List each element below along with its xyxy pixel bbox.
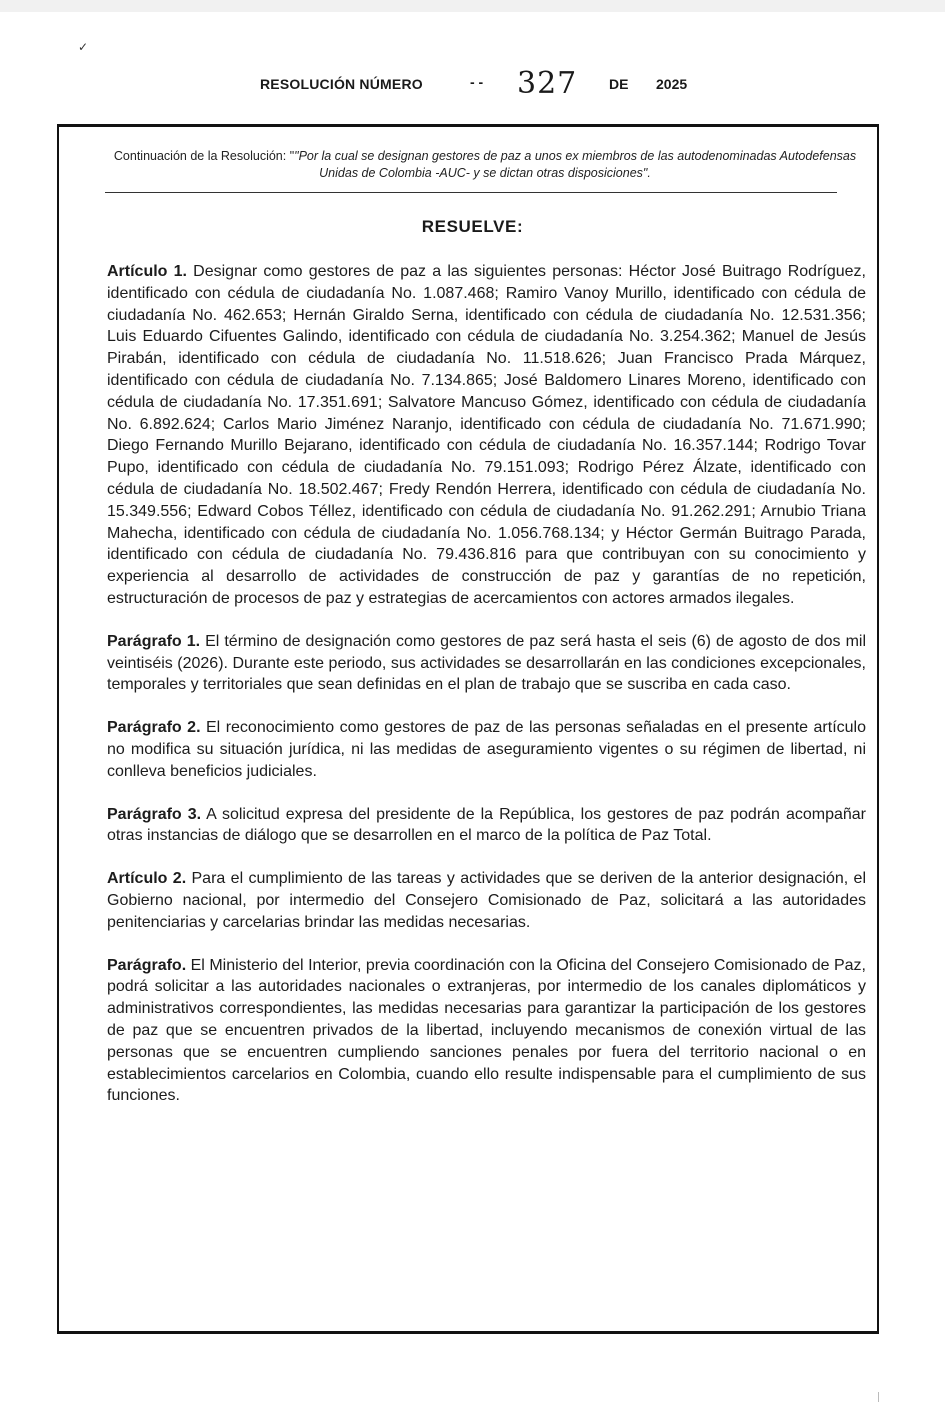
section-text: Designar como gestores de paz a las siguientes personas: Héctor José Buitrago Rodríguez, identificado con cédula de ciudadanía No. 1.087.468; Ramiro Vanoy Murillo, identificado con cédula de ciudadanía No. 462.653; Hernán Giraldo Serna, identificado con cédula de ciudadanía No. 12.531.356; Luis Eduardo Cifuentes Galindo, identificado con cédula de ciudadanía No. 3.254.362; Manuel de Jesús Pirabán, identificado con cédula de ciudadanía No. 11.518.626; Juan Francisco Prada Márquez, identificado con cédula de ciudadanía No. 7.134.865; José Baldomero Linares Moreno, identificado con cédula de ciudadanía No. 17.351.691; Salvatore Mancuso Gómez, identificado con cédula de ciudadanía No. 6.892.624; Carlos Mario Jiménez Naranjo, identificado con cédula de ciudadanía No. 71.671.990; Diego Fernando Murillo Bejarano, identificado con cédula de ciudadanía No. 16.357.144; Rodrigo Tovar Pupo, identificado con cédula de ciudadanía No. 79.151.093; Rodrigo Pérez Álzate, identificado con cédula de ciudadanía No. 18.502.467; Fredy Rendón Herrera, identificado con cédula de ciudadanía No. 15.349.556; Edward Cobos Téllez, identificado con cédula de ciudadanía No. 91.262.291; Arnubio Triana Mahecha, identificado con cédula de ciudadanía No. 1.056.768.134; y Héctor Germán Buitrago Parada, identificado con cédula de ciudadanía No. 79.436.816 para que contribuyan con su conocimiento y experiencia al desarrollo de actividades de construcción de paz y garantías de no repetición, estructuración de procesos de paz y estrategias de acercamientos con actores armados ilegales. [107,263,866,607]
section-text: El término de designación como gestores de paz será hasta el seis (6) de agosto de dos mil veintiséis (2026). Durante este periodo, sus actividades se desarrollarán en las condiciones excepcionales, temporales y territoriales que sean definidas en el plan de trabajo que se suscriba en cada caso. [107,632,867,694]
section-heading: Parágrafo 2. [107,719,201,737]
paragraph-1 [107,631,866,696]
continuation-prefix: Continuación de la Resolución: " [113,149,295,163]
resolution-header [0,66,945,110]
resolution-label: RESOLUCIÓN NÚMERO [260,76,423,92]
continuation-title: "Por la cual se designan gestores de paz a unos ex miembros de las autodenominadas Autodefensas Unidas de Colombia -AUC- y se dictan otras disposiciones". [294,149,857,180]
section-text: El reconocimiento como gestores de paz de las personas señaladas en el presente artículo no modifica su situación jurídica, ni las medidas de aseguramiento vigentes o su régimen de libertad, ni conlleva beneficios judiciales. [107,719,866,780]
section-text: Para el cumplimiento de las tareas y actividades que se deriven de la anterior designación, el Gobierno nacional, por intermedio del Consejero Comisionado de Paz, solicitará a las autoridades penitenciarias y carcelarias brindar las medidas necesarias. [107,870,867,931]
section-heading: Artículo 1. [107,263,187,280]
section-heading: Parágrafo. [107,956,187,974]
scan-artifact [878,1392,879,1402]
article-2 [107,868,866,933]
number-dashes: - - [470,74,484,90]
continuation-note [100,148,870,182]
document-body [107,261,866,1128]
top-bar [0,0,945,12]
section-text: A solicitud expresa del presidente de la República, los gestores de paz podrán acompañar otras instancias de diálogo que se desarrollen en el marco de la política de Paz Total. [107,805,866,845]
article-1 [107,261,866,610]
section-text: El Ministerio del Interior, previa coordinación con la Oficina del Consejero Comisionado de Paz, podrá solicitar a las autoridades nacionales o extranjeras, por intermedio de los canales diplomáticos y administrativos correspondientes, las medidas necesarias para garantizar la participación de los gestores de paz que se encuentren privados de la libertad, incluyendo mecanismos de conexión virtual de las personas que se encuentren cumpliendo sanciones penales por fuera del territorio nacional o en establecimientos carcelarios en Colombia, cuando ello resulte indispensable para el cumplimiento de sus funciones. [107,956,866,1105]
paragraph-3 [107,804,866,848]
section-heading: Artículo 2. [107,870,187,888]
de-label: DE [609,76,629,92]
resuelve-heading: RESUELVE: [421,217,524,236]
resolution-year: 2025 [656,76,688,92]
handwritten-mark: ✓ [78,40,89,54]
paragraph-2 [107,717,866,782]
paragraph-final [107,955,866,1108]
section-heading: Parágrafo 3. [107,805,202,823]
section-heading: Parágrafo 1. [107,632,201,650]
divider-line [105,192,837,193]
resolution-number: 327 [517,66,578,101]
